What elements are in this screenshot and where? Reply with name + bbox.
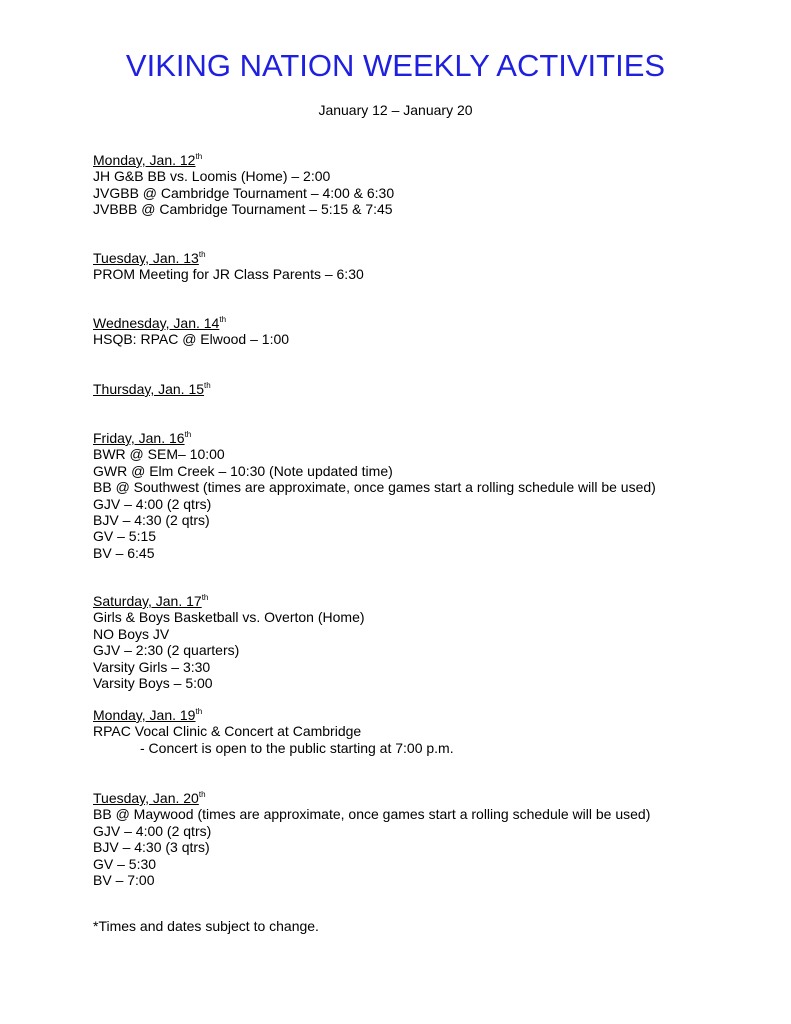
- event-line: BB @ Southwest (times are approximate, once games start a rolling schedule will be used): [93, 479, 656, 496]
- event-line: HSQB: RPAC @ Elwood – 1:00: [93, 331, 290, 348]
- footer-note: *Times and dates subject to change.: [93, 918, 319, 934]
- event-line: RPAC Vocal Clinic & Concert at Cambridge: [93, 723, 362, 740]
- event-line: GJV – 4:00 (2 qtrs): [93, 495, 212, 512]
- day-section-fri-16: [93, 430, 656, 561]
- date-range: January 12 – January 20: [318, 102, 473, 118]
- event-line: BB @ Maywood (times are approximate, once games start a rolling schedule will be used): [93, 806, 651, 823]
- day-section-mon-12: [93, 152, 394, 218]
- day-heading: Monday, Jan. 12th: [93, 152, 203, 168]
- event-line: GWR @ Elm Creek – 10:30 (Note updated time): [93, 462, 393, 479]
- event-line: JH G&B BB vs. Loomis (Home) – 2:00: [93, 168, 331, 185]
- event-line: GV – 5:15: [93, 528, 157, 545]
- event-line: GV – 5:30: [93, 855, 157, 872]
- event-line: BV – 7:00: [93, 872, 155, 889]
- day-heading: Saturday, Jan. 17th: [93, 593, 209, 609]
- day-section-tue-13: [93, 250, 364, 283]
- day-section-wed-14: [93, 315, 289, 348]
- day-heading: Thursday, Jan. 15th: [93, 381, 211, 397]
- day-section-tue-20: [93, 790, 650, 888]
- day-section-thu-15: [93, 381, 211, 397]
- day-heading: Tuesday, Jan. 20th: [93, 790, 206, 806]
- event-line: Varsity Girls – 3:30: [93, 658, 211, 675]
- event-line: NO Boys JV: [93, 625, 170, 642]
- event-line: BJV – 4:30 (3 qtrs): [93, 839, 210, 856]
- day-section-mon-19: [93, 707, 454, 756]
- event-line: BJV – 4:30 (2 qtrs): [93, 512, 210, 529]
- event-line: GJV – 4:00 (2 qtrs): [93, 822, 212, 839]
- event-line: JVBBB @ Cambridge Tournament – 5:15 & 7:45: [93, 201, 393, 218]
- day-heading: Wednesday, Jan. 14th: [93, 315, 227, 331]
- page-title: VIKING NATION WEEKLY ACTIVITIES: [125, 48, 666, 83]
- event-line: JVGBB @ Cambridge Tournament – 4:00 & 6:30: [93, 184, 395, 201]
- event-line: BWR @ SEM– 10:00: [93, 446, 225, 463]
- event-line: GJV – 2:30 (2 quarters): [93, 642, 240, 659]
- event-line: Varsity Boys – 5:00: [93, 675, 213, 692]
- day-section-sat-17: [93, 593, 365, 691]
- day-heading: Friday, Jan. 16th: [93, 430, 192, 446]
- event-line: BV – 6:45: [93, 544, 155, 561]
- day-heading: Tuesday, Jan. 13th: [93, 250, 206, 266]
- day-heading: Monday, Jan. 19th: [93, 707, 203, 723]
- event-line: Girls & Boys Basketball vs. Overton (Home): [93, 609, 365, 626]
- event-subline: - Concert is open to the public starting at 7:00 p.m.: [140, 739, 454, 756]
- event-line: PROM Meeting for JR Class Parents – 6:30: [93, 266, 364, 283]
